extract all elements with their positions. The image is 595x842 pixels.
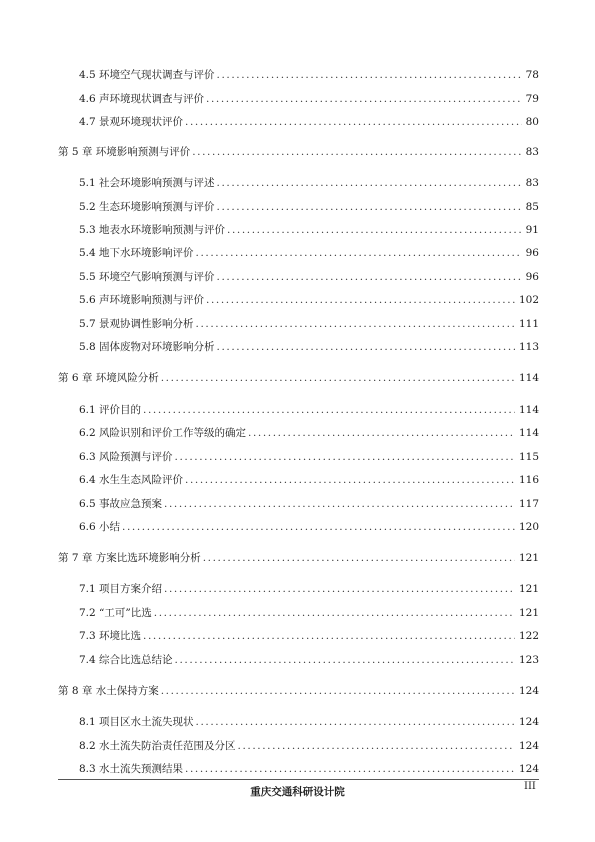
toc-entry-title: 8.1 项目区水土流失现状 — [79, 716, 194, 728]
toc-entry-title: 7.2 “工可”比选 — [79, 607, 152, 619]
toc-entry-title: 5.6 声环境影响预测与评价 — [79, 294, 205, 306]
toc-leader-dots — [192, 145, 521, 159]
toc-entry-title: 5.2 生态环境影响预测与评价 — [79, 201, 215, 213]
toc-entry-page: 122 — [518, 630, 539, 642]
toc-leader-dots — [154, 606, 515, 620]
toc-entry-title: 5.1 社会环境影响预测与评述 — [79, 177, 215, 189]
toc-chapter-6[interactable] — [58, 371, 539, 385]
toc-entry-title: 5.7 景观协调性影响分析 — [79, 318, 194, 330]
toc-entry-title: 4.6 声环境现状调查与评价 — [79, 93, 205, 105]
toc-leader-dots — [196, 715, 515, 729]
toc-entry-page: 121 — [518, 552, 539, 564]
toc-entry-page: 120 — [518, 521, 539, 533]
toc-entry-title: 6.1 评价目的 — [79, 404, 142, 416]
toc-entry-8-3[interactable] — [79, 762, 539, 776]
toc-leader-dots — [185, 473, 515, 487]
toc-entry-page: 96 — [525, 271, 539, 283]
toc-entry-page: 124 — [518, 685, 539, 697]
toc-entry-title: 5.3 地表水环境影响预测与评价 — [79, 224, 226, 236]
toc-chapter-7[interactable] — [58, 551, 539, 565]
toc-entry-title: 5.4 地下水环境影响评价 — [79, 247, 194, 259]
toc-leader-dots — [238, 739, 515, 753]
toc-entry-6-6[interactable] — [79, 520, 539, 534]
toc-leader-dots — [185, 762, 515, 776]
toc-leader-dots — [217, 200, 522, 214]
toc-entry-title: 8.2 水土流失防治责任范围及分区 — [79, 740, 236, 752]
toc-entry-7-1[interactable] — [79, 582, 539, 596]
toc-entry-title: 6.3 风险预测与评价 — [79, 451, 173, 463]
footer-page-number: III — [524, 781, 536, 792]
toc-entry-page: 78 — [525, 69, 539, 81]
toc-entry-title: 6.5 事故应急预案 — [79, 498, 163, 510]
toc-leader-dots — [143, 629, 515, 643]
toc-entry-page: 83 — [525, 177, 539, 189]
toc-entry-page: 102 — [518, 294, 539, 306]
toc-entry-title: 4.7 景观环境现状评价 — [79, 116, 184, 128]
toc-entry-page: 124 — [518, 716, 539, 728]
toc-chapter-8[interactable] — [58, 684, 539, 698]
toc-entry-page: 117 — [518, 498, 539, 510]
toc-entry-title: 6.4 水生生态风险评价 — [79, 474, 184, 486]
toc-entry-4-7[interactable] — [79, 115, 539, 129]
toc-leader-dots — [196, 317, 515, 331]
toc-entry-title: 5.8 固体废物对环境影响分析 — [79, 341, 215, 353]
toc-leader-dots — [185, 115, 522, 129]
toc-leader-dots — [217, 340, 515, 354]
toc-entry-page: 116 — [518, 474, 539, 486]
toc-entry-title: 8.3 水土流失预测结果 — [79, 763, 184, 775]
footer-divider — [58, 779, 539, 780]
toc-entry-title: 7.4 综合比选总结论 — [79, 654, 173, 666]
toc-chapter-title: 第 8 章 水土保持方案 — [58, 685, 159, 697]
toc-entry-7-3[interactable] — [79, 629, 539, 643]
toc-leader-dots — [227, 223, 522, 237]
toc-entry-title: 4.5 环境空气现状调查与评价 — [79, 69, 215, 81]
toc-entry-6-4[interactable] — [79, 473, 539, 487]
toc-entry-page: 79 — [525, 93, 539, 105]
toc-entry-page: 91 — [525, 224, 539, 236]
toc-entry-page: 85 — [525, 201, 539, 213]
toc-leader-dots — [164, 582, 515, 596]
toc-chapter-5[interactable] — [58, 145, 539, 159]
toc-entry-page: 121 — [518, 607, 539, 619]
toc-entry-page: 114 — [518, 404, 539, 416]
toc-entry-8-1[interactable] — [79, 715, 539, 729]
toc-entry-title: 7.1 项目方案介绍 — [79, 583, 163, 595]
toc-entry-page: 96 — [525, 247, 539, 259]
toc-leader-dots — [175, 450, 515, 464]
toc-entry-5-2[interactable] — [79, 200, 539, 214]
toc-leader-dots — [161, 371, 515, 385]
toc-leader-dots — [161, 684, 515, 698]
toc-entry-page: 83 — [525, 146, 539, 158]
toc-entry-page: 121 — [518, 583, 539, 595]
toc-entry-page: 114 — [518, 427, 539, 439]
toc-entry-5-6[interactable] — [79, 293, 539, 307]
toc-leader-dots — [206, 92, 522, 106]
toc-entry-title: 7.3 环境比选 — [79, 630, 142, 642]
toc-entry-4-5[interactable] — [79, 68, 539, 82]
footer-organization: 重庆交通科研设计院 — [250, 786, 345, 798]
toc-entry-5-5[interactable] — [79, 270, 539, 284]
toc-entry-title: 6.2 风险识别和评价工作等级的确定 — [79, 427, 247, 439]
toc-leader-dots — [206, 293, 515, 307]
toc-leader-dots — [248, 426, 515, 440]
toc-entry-page: 123 — [518, 654, 539, 666]
toc-entry-8-2[interactable] — [79, 739, 539, 753]
toc-entry-page: 80 — [525, 116, 539, 128]
toc-entry-5-4[interactable] — [79, 246, 539, 260]
toc-entry-4-6[interactable] — [79, 92, 539, 106]
toc-entry-page: 115 — [518, 451, 539, 463]
toc-entry-page: 111 — [518, 318, 539, 330]
toc-leader-dots — [175, 653, 515, 667]
toc-entry-title: 6.6 小结 — [79, 521, 121, 533]
toc-leader-dots — [217, 68, 522, 82]
toc-entry-6-3[interactable] — [79, 450, 539, 464]
toc-chapter-title: 第 5 章 环境影响预测与评价 — [58, 146, 191, 158]
toc-entry-5-1[interactable] — [79, 176, 539, 190]
toc-entry-title: 5.5 环境空气影响预测与评价 — [79, 271, 215, 283]
toc-entry-6-5[interactable] — [79, 497, 539, 511]
toc-leader-dots — [143, 403, 515, 417]
toc-entry-6-2[interactable] — [79, 426, 539, 440]
toc-entry-5-3[interactable] — [79, 223, 539, 237]
toc-entry-page: 124 — [518, 763, 539, 775]
toc-entry-6-1[interactable] — [79, 403, 539, 417]
toc-entry-7-4[interactable] — [79, 653, 539, 667]
toc-chapter-title: 第 7 章 方案比选环境影响分析 — [58, 552, 201, 564]
toc-leader-dots — [122, 520, 515, 534]
toc-leader-dots — [217, 270, 522, 284]
toc-chapter-title: 第 6 章 环境风险分析 — [58, 372, 159, 384]
toc-leader-dots — [164, 497, 515, 511]
toc-entry-page: 113 — [518, 341, 539, 353]
toc-leader-dots — [217, 176, 522, 190]
toc-entry-7-2[interactable] — [79, 606, 539, 620]
toc-entry-page: 114 — [518, 372, 539, 384]
toc-entry-5-7[interactable] — [79, 317, 539, 331]
toc-leader-dots — [196, 246, 522, 260]
toc-leader-dots — [203, 551, 515, 565]
toc-entry-page: 124 — [518, 740, 539, 752]
toc-entry-5-8[interactable] — [79, 340, 539, 354]
